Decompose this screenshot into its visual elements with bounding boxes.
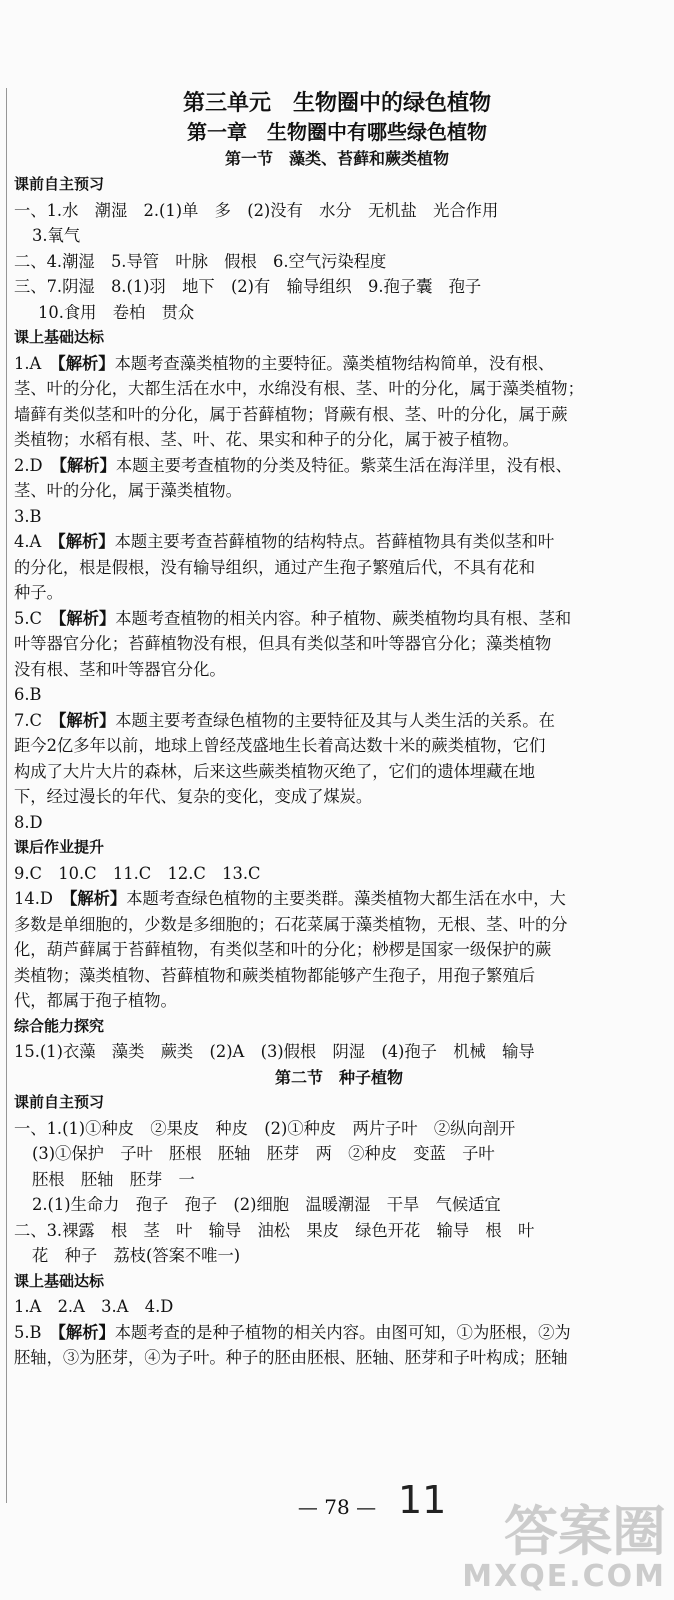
answer-line: 多数是单细胞的，少数是多细胞的；石花菜属于藻类植物，无根、茎、叶的分 [14,914,568,934]
answer-line: 种子。 [14,583,63,602]
analysis-tag: 【解析】 [58,455,116,475]
answer-line: 下，经过漫长的年代、复杂的变化，变成了煤炭。 [14,787,373,806]
answer-line: 距今2亿多年以前，地球上曾经茂盛地生长着高达数十米的蕨类植物，它们 [14,736,546,755]
answer-text: 本题考查绿色植物的主要类群。藻类植物大都生活在水中，大 [126,889,566,908]
answer-line: 茎、叶的分化，属于藻类植物。 [14,481,242,500]
unit-title: 第三单元 生物圈中的绿色植物 [182,90,491,116]
answer-5 [14,1320,664,1346]
answer-text: 本题考查的是种子植物的相关内容。由图可知，①为胚根，②为 [114,1322,571,1342]
chapter-title: 第一章 生物圈中有哪些绿色植物 [187,120,487,144]
s1-preview-line: 10.食用 卷柏 贯众 [38,302,195,322]
answer-15: 15.(1)衣藻 藻类 蕨类 (2)A (3)假根 阴湿 (4)孢子 机械 输导 [14,1042,535,1061]
answer-6: 6.B [14,685,42,704]
s2-preview-line: 胚根 胚轴 胚芽 一 [32,1169,195,1189]
handwritten-number: 11 [398,1478,447,1522]
answer-5 [14,606,664,632]
s1-preview-line: 一、1.水 潮湿 2.(1)单 多 (2)没有 水分 无机盐 光合作用 [14,200,499,220]
answer-8: 8.D [14,812,43,832]
answer-line: 类植物；藻类植物、苔藓植物和蕨类植物都能够产生孢子，用孢子繁殖后 [14,965,536,985]
answer-text: 本题主要考查苔藓植物的结构特点。苔藓植物具有类似茎和叶 [114,532,555,551]
s1-preview-line: 二、4.潮湿 5.导管 叶脉 假根 6.空气污染程度 [14,251,387,271]
s1-comprehensive-heading: 综合能力探究 [14,1016,105,1035]
answer-line: 没有根、茎和叶等器官分化。 [14,659,226,679]
answer-line: 的分化，根是假根，没有输导组织，通过产生孢子繁殖后代，不具有花和 [14,557,536,577]
analysis-tag: 【解析】 [69,889,127,908]
s2-preview-line: (3)①保护 子叶 胚根 胚轴 胚芽 两 ②种皮 变蓝 子叶 [32,1144,495,1163]
section2-title: 第二节 种子植物 [274,1067,403,1087]
s1-preview-line: 三、7.阴湿 8.(1)羽 地下 (2)有 输导组织 9.孢子囊 孢子 [14,277,482,296]
watermark-text-cn: 答案圈 [504,1500,666,1563]
answer-number: 1.A [14,353,58,373]
answer-number: 14.D [14,889,70,908]
analysis-tag: 【解析】 [57,1322,115,1342]
answer-text: 本题主要考查绿色植物的主要特征及其与人类生活的关系。在 [115,710,555,730]
answer-line: 化，葫芦藓属于苔藓植物，有类似茎和叶的分化；桫椤是国家一级保护的蕨 [14,940,552,959]
answer-text: 本题考查植物的相关内容。种子植物、蕨类植物均具有根、茎和 [115,608,572,628]
s2-preview-heading: 课前自主预习 [14,1093,105,1111]
s1-preview-line: 3.氧气 [32,226,81,245]
answer-number: 5.C [14,608,59,628]
answer-number: 2.D [14,455,59,475]
answer-number: 5.B [14,1322,58,1342]
answer-4 [14,529,664,555]
answer-number: 4.A [14,532,58,551]
s2-preview-line: 花 种子 荔枝(答案不唯一) [32,1246,241,1265]
s2-preview-line: 二、3.裸露 根 茎 叶 输导 油松 果皮 绿色开花 输导 根 叶 [14,1220,535,1240]
analysis-tag: 【解析】 [58,710,116,730]
answer-3: 3.B [14,506,42,526]
answers-9-13: 9.C 10.C 11.C 12.C 13.C [14,863,261,883]
answer-text: 本题主要考查植物的分类及特征。紫菜生活在海洋里，没有根、 [115,455,572,475]
answer-line: 胚轴，③为胚芽，④为子叶。种子的胚由胚根、胚轴、胚芽和子叶构成；胚轴 [14,1348,568,1367]
answer-1 [14,351,664,377]
answer-text: 本题考查藻类植物的主要特征。藻类植物结构简单，没有根、 [114,353,555,373]
answer-2 [14,453,664,479]
watermark-text-en: MXQE.COM [462,1559,666,1594]
analysis-tag: 【解析】 [57,532,115,551]
answer-line: 代，都属于孢子植物。 [14,991,177,1010]
answers-1-4: 1.A 2.A 3.A 4.D [14,1297,174,1316]
section1-title: 第一节 藻类、苔藓和蕨类植物 [224,149,449,168]
s2-preview-line: 一、1.(1)①种皮 ②果皮 种皮 (2)①种皮 两片子叶 ②纵向剖开 [14,1118,516,1138]
analysis-tag: 【解析】 [58,608,116,628]
answer-line: 叶等器官分化；苔藓植物没有根，但具有类似茎和叶等器官分化；藻类植物 [14,634,552,653]
answer-line: 构成了大片大片的森林，后来这些蕨类植物灭绝了，它们的遗体埋藏在地 [14,761,536,781]
answer-line: 墙藓有类似茎和叶的分化，属于苔藓植物；肾蕨有根、茎、叶的分化，属于蕨 [14,404,568,424]
answer-line: 类植物；水稻有根、茎、叶、花、果实和种子的分化，属于被子植物。 [14,430,519,449]
answer-content [14,172,664,1371]
watermark-logo [462,1500,666,1594]
answer-number: 7.C [14,710,59,730]
answer-14 [14,886,664,912]
answer-7 [14,708,664,734]
s2-basic-heading: 课上基础达标 [14,1271,105,1290]
s2-preview-line: 2.(1)生命力 孢子 孢子 (2)细胞 温暖潮湿 干旱 气候适宜 [32,1195,501,1214]
s1-basic-heading: 课上基础达标 [14,328,105,346]
analysis-tag: 【解析】 [57,353,115,373]
s1-preview-heading: 课前自主预习 [14,175,105,193]
answer-line: 茎、叶的分化，大都生活在水中，水绵没有根、茎、叶的分化，属于藻类植物； [14,379,584,398]
left-margin-line [6,88,7,1503]
page-number: — 78 — [297,1495,377,1519]
s1-after-heading: 课后作业提升 [14,838,105,856]
